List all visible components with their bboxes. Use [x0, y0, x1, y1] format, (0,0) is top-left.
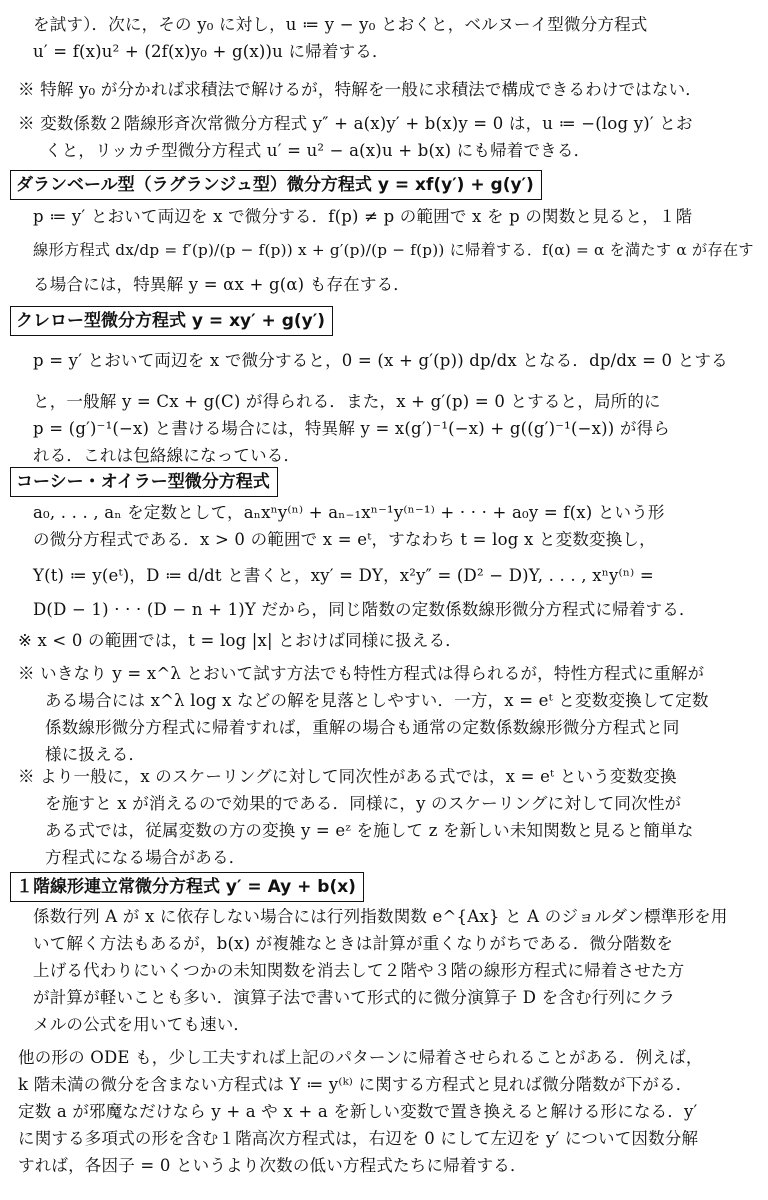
text-line: 係数行列 A が x に依存しない場合には行列指数関数 e^{Ax} と A のジョルダン標準形を用: [33, 907, 728, 926]
text-line: p ≔ y′ とおいて両辺を x で微分する．f(p) ≠ p の範囲で x を p の関数と見ると，１階: [33, 207, 693, 226]
note-line: ※ x < 0 の範囲では，t = log |x| とおけば同様に扱える．: [18, 631, 462, 650]
section-title: コーシー・オイラー型微分方程式: [16, 472, 270, 492]
text-line: D(D − 1) · · · (D − n + 1)Y だから，同じ階数の定数係数線形微分方程式に帰着する．: [33, 600, 696, 619]
section-title: クレロー型微分方程式 y = xy′ + g(y′): [16, 311, 325, 331]
text-line: る場合には，特異解 y = αx + g(α) も存在する．: [33, 275, 410, 294]
note-line: を施すと x が消えるので効果的である．同様に，y のスケーリングに対して同次性が: [45, 794, 682, 813]
text-line: u′ = f(x)u² + (2f(x)y₀ + g(x))u に帰着する．: [33, 42, 389, 61]
text-line: 上げる代わりにいくつかの未知関数を消去して２階や３階の線形方程式に帰着させた方: [33, 961, 685, 980]
text-line: が計算が軽いことも多い．演算子法で書いて形式的に微分演算子 D を含む行列にクラ: [33, 988, 676, 1007]
text-line: 定数 a が邪魔なだけなら y + a や x + a を新しい変数で置き換えると解ける形になる．y′: [18, 1102, 698, 1121]
text-line: の微分方程式である．x > 0 の範囲で x = eᵗ，すなわち t = log x と変数変換し，: [33, 530, 656, 549]
text-line: k 階未満の微分を含まない方程式は Y ≔ y⁽ᵏ⁾ に関する方程式と見れば微分階数が下がる．: [18, 1075, 693, 1094]
note-line: 係数線形微分方程式に帰着すれば，重解の場合も通常の定数係数線形微分方程式と同: [45, 718, 680, 737]
note-line: ある場合には x^λ log x などの解を見落としやすい．一方，x = eᵗ と変数変換して定数: [45, 691, 709, 710]
note-line: くと，リッカチ型微分方程式 u′ = u² − a(x)u + b(x) にも帰着できる．: [45, 141, 591, 160]
text-line: と，一般解 y = Cx + g(C) が得られる．また，x + g′(p) = 0 とすると，局所的に: [33, 392, 661, 411]
text-line: れる．これは包絡線になっている．: [33, 446, 301, 465]
text-line: Y(t) ≔ y(eᵗ)，D ≔ d/dt と書くと，xy′ = DY，x²y″ = (D² − D)Y, . . . , xⁿy⁽ⁿ⁾ =: [33, 566, 654, 585]
section-title: ダランベール型（ラグランジュ型）微分方程式 y = xf(y′) + g(y′): [16, 175, 534, 195]
text-line: メルの公式を用いても速い．: [33, 1015, 251, 1034]
text-line: p = (g′)⁻¹(−x) と書ける場合には，特異解 y = x(g′)⁻¹(−x) + g((g′)⁻¹(−x)) が得ら: [33, 419, 670, 438]
text-line: p = y′ とおいて両辺を x で微分すると，0 = (x + g′(p)) dp/dx となる．dp/dx = 0 とする: [33, 351, 728, 370]
note-line: 様に扱える．: [45, 745, 146, 764]
note-line: ※ より一般に，x のスケーリングに対して同次性がある式では，x = eᵗ という変数変換: [18, 767, 677, 786]
note-line: ※ いきなり y = x^λ とおいて試す方法でも特性方程式は得られるが，特性方程式に重解が: [18, 664, 705, 683]
note-line: 方程式になる場合がある．: [45, 848, 246, 867]
text-line: を試す）．次に，その y₀ に対し，u ≔ y − y₀ とおくと，ベルヌーイ型微分方程式: [33, 15, 648, 34]
note-line: ※ 特解 y₀ が分かれば求積法で解けるが，特解を一般に求積法で構成できるわけではない．: [18, 80, 702, 99]
note-line: ある式では，従属変数の方の変換 y = eᶻ を施して z を新しい未知関数と見ると簡単な: [45, 821, 694, 840]
note-line: ※ 変数係数２階線形斉次常微分方程式 y″ + a(x)y′ + b(x)y = 0 は，u ≔ −(log y)′ とお: [18, 114, 693, 133]
section-title: １階線形連立常微分方程式 y′ = Ay + b(x): [16, 877, 356, 897]
text-line: 線形方程式 dx/dp = f′(p)/(p − f(p)) x + g′(p)/(p − f(p)) に帰着する．f(α) = α を満たす α が存在す: [33, 241, 754, 259]
text-line: a₀, . . . , aₙ を定数として，aₙxⁿy⁽ⁿ⁾ + aₙ₋₁xⁿ⁻¹y⁽ⁿ⁻¹⁾ + · · · + a₀y = f(x) という形: [33, 503, 665, 522]
text-line: すれば，各因子 = 0 というより次数の低い方程式たちに帰着する．: [18, 1156, 527, 1175]
text-line: 他の形の ODE も，少し工夫すれば上記のパターンに帰着させられることがある．例えば，: [18, 1048, 703, 1067]
text-line: に関する多項式の形を含む１階高次方程式は，右辺を 0 にして左辺を y′ について因数分解: [18, 1129, 699, 1148]
text-line: いて解く方法もあるが，b(x) が複雑なときは計算が重くなりがちである．微分階数を: [33, 934, 674, 953]
